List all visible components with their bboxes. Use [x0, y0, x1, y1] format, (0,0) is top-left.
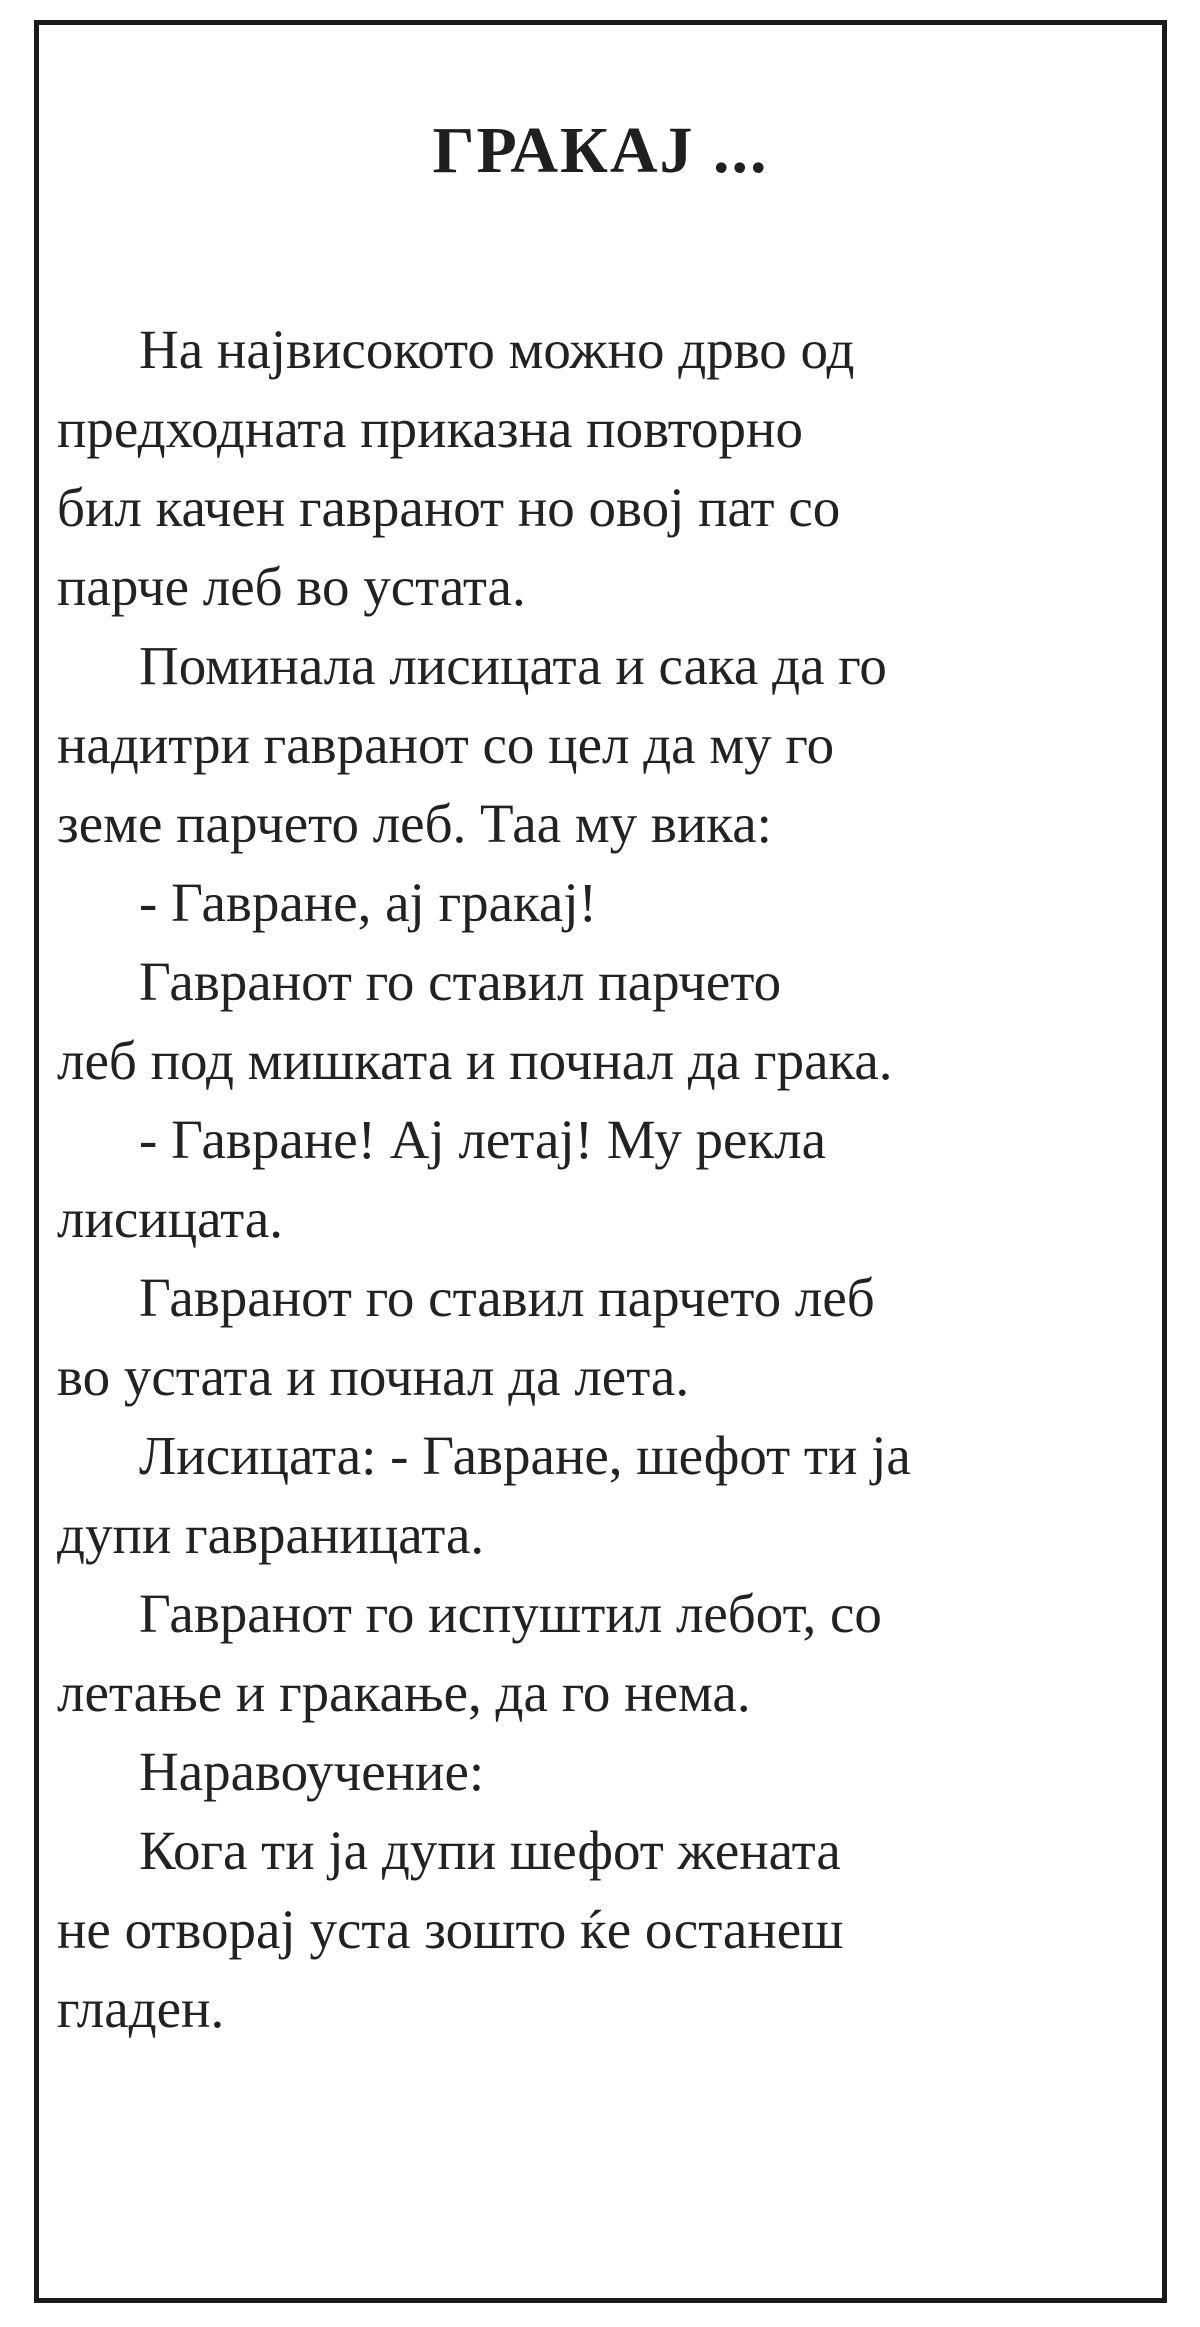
story-line: бил качен гавранот но овој пат со — [57, 477, 841, 538]
story-paragraph — [57, 1574, 1158, 1732]
story-paragraph — [57, 1416, 1158, 1574]
story-line: надитри гавранот со цел да му го — [57, 714, 835, 775]
story-title: ГРАКАЈ ... — [432, 114, 769, 187]
story-line: Лисицата: - Гавране, шефот ти ја — [139, 1425, 911, 1486]
story-paragraph — [57, 942, 1158, 1100]
story-line: парче леб во устата. — [57, 556, 526, 617]
story-line: Гавранот го ставил парчето — [139, 951, 782, 1012]
story-line: Кога ти ја дупи шефот жената — [139, 1820, 841, 1881]
story-line: не отворај уста зошто ќе останеш — [57, 1899, 844, 1960]
story-paragraph — [57, 863, 1158, 942]
story-paragraph — [57, 1100, 1158, 1258]
story-line: На највисокото можно дрво од — [139, 319, 855, 380]
story-line: - Гавране, ај гракај! — [139, 872, 597, 933]
story-line: Поминала лисицата и сака да го — [139, 635, 887, 696]
story-line: летање и гракање, да го нема. — [57, 1662, 751, 1723]
story-line: предходната приказна повторно — [57, 398, 803, 459]
story-body — [57, 310, 1158, 2048]
story-line: гладен. — [57, 1978, 225, 2039]
story-line: лисицата. — [57, 1188, 284, 1249]
story-line: леб под мишката и почнал да грака. — [57, 1030, 893, 1091]
story-paragraph — [57, 1811, 1158, 2048]
story-line: земе парчето леб. Таа му вика: — [57, 793, 772, 854]
story-line: Наравоучение: — [139, 1741, 485, 1802]
story-line: дупи гавраницата. — [57, 1504, 485, 1565]
story-paragraph — [57, 310, 1158, 626]
story-paragraph — [57, 1258, 1158, 1416]
story-paragraph — [57, 626, 1158, 863]
story-frame — [34, 20, 1167, 2303]
story-line: Гавранот го ставил парчето леб — [139, 1267, 875, 1328]
story-line: Гавранот го испуштил лебот, со — [139, 1583, 882, 1644]
story-line: - Гавране! Ај летај! Му рекла — [139, 1109, 827, 1170]
story-paragraph — [57, 1732, 1158, 1811]
story-line: во устата и почнал да лета. — [57, 1346, 690, 1407]
